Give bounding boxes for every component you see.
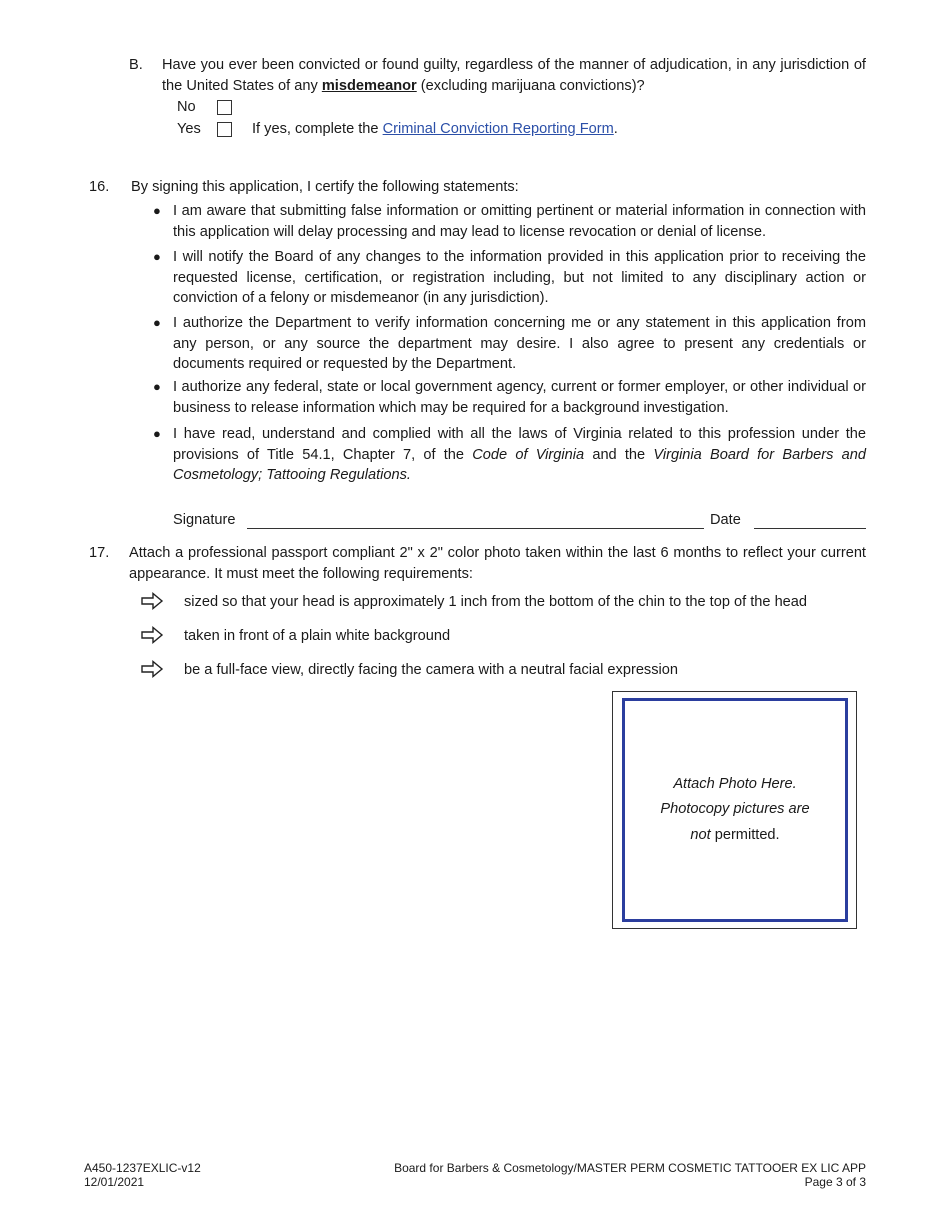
option-no-label: No <box>177 99 196 115</box>
certify-statement-5 <box>173 424 866 486</box>
date-label: Date <box>710 512 741 528</box>
question-b-text <box>162 55 866 96</box>
question-b-letter: B. <box>129 57 143 73</box>
question-b-text-part: Have you ever been convicted or found guilty, regardless of the manner of adjudication, in any jurisdiction of the United States of any <box>162 57 866 94</box>
statement-5-and: and the <box>592 446 646 463</box>
no-checkbox[interactable] <box>217 100 232 115</box>
bullet-icon: ● <box>153 315 161 330</box>
date-field[interactable] <box>754 528 866 529</box>
arrow-right-icon <box>140 660 164 678</box>
yes-note-period: . <box>613 121 618 137</box>
photo-instruction-line-2: Photocopy pictures are <box>660 801 810 818</box>
footer-date: 12/01/2021 <box>84 1175 145 1189</box>
yes-checkbox[interactable] <box>217 122 232 137</box>
option-yes-label: Yes <box>177 121 201 137</box>
yes-note <box>252 119 618 140</box>
footer-page-number: Page 3 of 3 <box>804 1175 866 1189</box>
certify-statement-3: I authorize the Department to verify information concerning me or any statement in this application from any person, or any source the department may desire. I also agree to present any credentials or documents required or requested by the Department. <box>173 315 866 372</box>
photo-instruction-line-1: Attach Photo Here. <box>673 775 797 792</box>
arrow-right-icon <box>140 626 164 644</box>
photo-requirement-2: taken in front of a plain white background <box>184 628 451 644</box>
signature-field[interactable] <box>247 528 704 529</box>
photo-instructions <box>660 772 809 849</box>
code-of-virginia: Code of Virginia <box>472 446 585 463</box>
photo-frame[interactable] <box>622 698 848 922</box>
certify-statement-1: I am aware that submitting false information or omitting pertinent or material information in connection with this application will delay processing and may lead to license revocation or denial of license. <box>173 203 866 240</box>
photo-requirement-1: sized so that your head is approximately 1 inch from the bottom of the chin to the top of the head <box>184 594 808 610</box>
criminal-conviction-form-link[interactable]: Criminal Conviction Reporting Form <box>382 121 614 137</box>
bullet-icon: ● <box>153 249 161 264</box>
certify-statement-2: I will notify the Board of any changes to the information provided in this application prior to receiving the requested license, certification, or registration including, but not limited to any disciplinary action or conviction of a felony or misdemeanor (in any jurisdiction). <box>173 249 866 306</box>
item-16-number: 16. <box>89 179 110 195</box>
photo-attachment-box <box>612 691 857 929</box>
signature-label: Signature <box>173 512 236 528</box>
bullet-icon: ● <box>153 203 161 218</box>
photo-instruction-permitted: permitted. <box>714 826 780 843</box>
certify-statement-4: I authorize any federal, state or local government agency, current or former employer, or other individual or business to release information which may be required for a background investigation. <box>173 379 866 416</box>
footer-form-id: A450-1237EXLIC-v12 <box>84 1161 201 1175</box>
misdemeanor-term: misdemeanor <box>321 77 417 94</box>
yes-note-text: If yes, complete the <box>252 121 379 137</box>
item-17-number: 17. <box>89 545 110 561</box>
statement-5-text: I have read, understand and complied with all the laws of Virginia related to this profession under the provisions of Title 54.1, Chapter 7, of the <box>173 426 866 463</box>
board-regulations: Virginia Board for Barbers and Cosmetology; Tattooing Regulations. <box>173 446 866 483</box>
arrow-right-icon <box>140 592 164 610</box>
bullet-icon: ● <box>153 379 161 394</box>
bullet-icon: ● <box>153 426 161 441</box>
item-17-text: Attach a professional passport compliant 2" x 2" color photo taken within the last 6 months to reflect your current appearance. It must meet the following requirements: <box>129 545 866 582</box>
question-b-text-end: (excluding marijuana convictions)? <box>420 77 645 94</box>
photo-instruction-not: not <box>690 826 711 843</box>
photo-requirement-3: be a full-face view, directly facing the camera with a neutral facial expression <box>184 662 678 678</box>
footer-board: Board for Barbers & Cosmetology/MASTER PERM COSMETIC TATTOOER EX LIC APP <box>394 1161 866 1175</box>
item-16-intro: By signing this application, I certify the following statements: <box>131 179 519 195</box>
